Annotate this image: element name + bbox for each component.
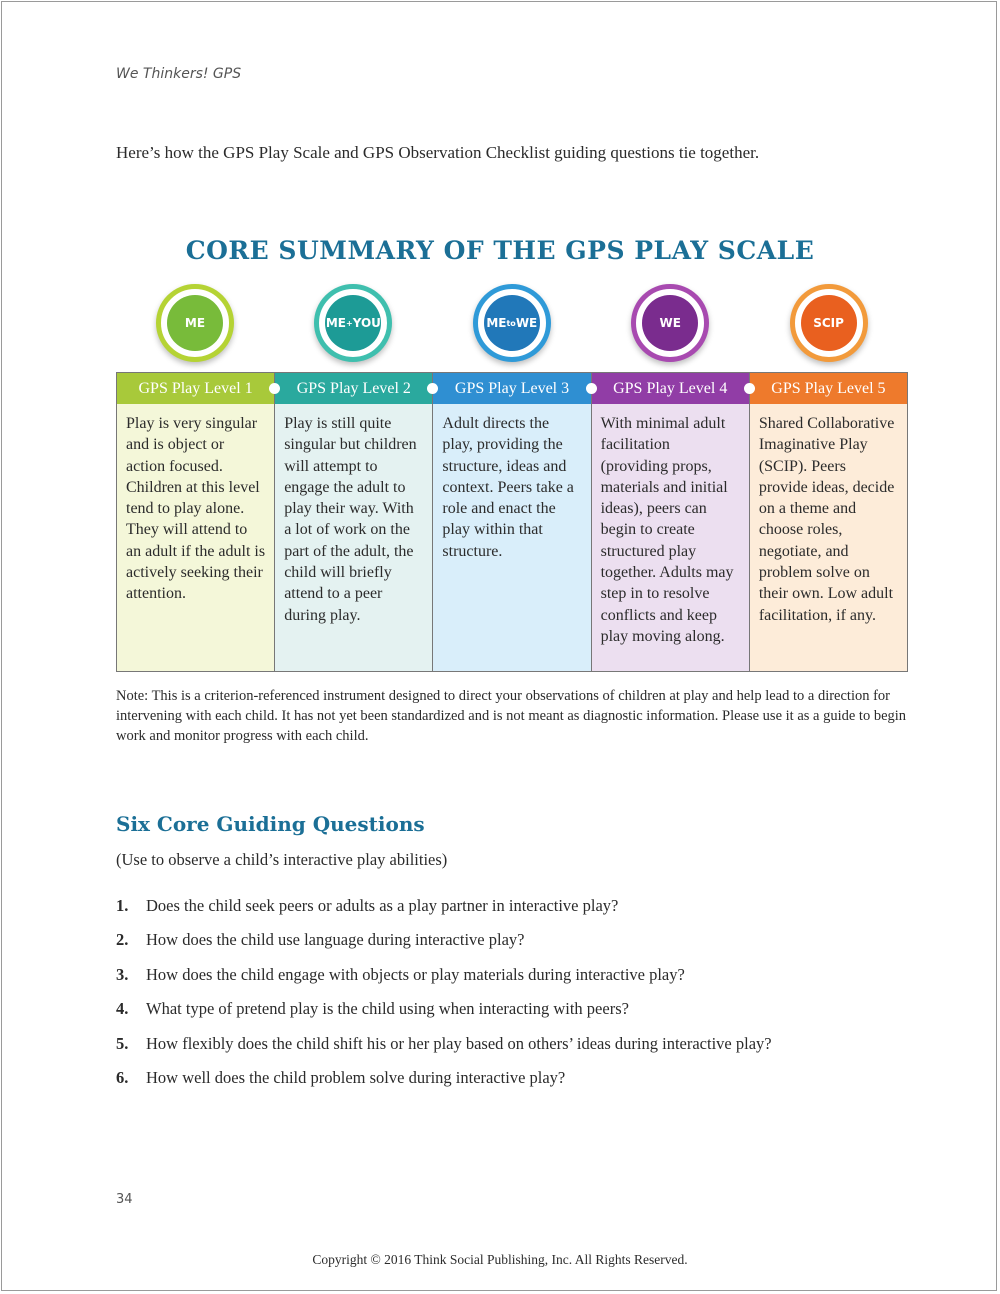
question-number: 4. bbox=[116, 999, 129, 1019]
badge-label bbox=[642, 295, 698, 351]
question-text: How flexibly does the child shift his or her play based on others’ ideas during interactive play? bbox=[146, 1033, 772, 1053]
question-number: 2. bbox=[116, 930, 129, 950]
badge-text: WE bbox=[515, 315, 538, 330]
core-summary-title: CORE SUMMARY OF THE GPS PLAY SCALE bbox=[185, 236, 815, 265]
level-column-1 bbox=[117, 373, 275, 671]
level-badges bbox=[116, 284, 908, 370]
level-header: GPS Play Level 1 bbox=[117, 373, 274, 404]
list-item bbox=[116, 999, 772, 1033]
level-description: Play is very singular and is object or action focused. Children at this level tend to play alone. They will attend to an adult if the adult is actively seeking their attention. bbox=[126, 415, 266, 603]
level-header: GPS Play Level 4 bbox=[592, 373, 749, 404]
level-badge-1 bbox=[116, 284, 274, 362]
badge-ring bbox=[314, 284, 392, 362]
list-item bbox=[116, 930, 772, 964]
level-column-3 bbox=[433, 373, 591, 671]
running-head: We Thinkers! GPS bbox=[116, 66, 242, 82]
badge-ring bbox=[790, 284, 868, 362]
intro-text: Here’s how the GPS Play Scale and GPS Observation Checklist guiding questions tie together. bbox=[116, 143, 760, 162]
level-header: GPS Play Level 2 bbox=[275, 373, 432, 404]
page-number: 34 bbox=[116, 1192, 133, 1207]
section-subtitle: (Use to observe a child’s interactive play abilities) bbox=[116, 850, 448, 869]
section-title: Six Core Guiding Questions bbox=[116, 812, 425, 836]
level-column-5 bbox=[750, 373, 907, 671]
question-number: 6. bbox=[116, 1067, 129, 1087]
level-badge-5 bbox=[750, 284, 908, 362]
note-text: Note: This is a criterion-referenced instrument designed to direct your observations of children at play and help lead to a direction for intervening with each child. It has not yet been standardized and is not meant as diagnostic information. Please use it as a guide to begin work and monitor progress with each child. bbox=[116, 688, 907, 744]
level-badge-4 bbox=[591, 284, 749, 362]
play-scale-table bbox=[116, 372, 908, 672]
question-number: 1. bbox=[116, 896, 129, 915]
question-text: How does the child use language during interactive play? bbox=[146, 930, 525, 950]
badge-label bbox=[167, 295, 223, 351]
badge-text: SCIP bbox=[813, 315, 844, 330]
badge-text: ME bbox=[325, 315, 346, 330]
copyright: Copyright © 2016 Think Social Publishing, Inc. All Rights Reserved. bbox=[312, 1252, 688, 1267]
badge-text: ME bbox=[184, 315, 206, 330]
list-item bbox=[116, 1034, 772, 1068]
level-description: With minimal adult facilitation (providing props, materials and initial ideas), peers can begin to create structured play together. Adults may step in to resolve conflicts and keep play moving along. bbox=[600, 415, 734, 645]
question-number: 3. bbox=[116, 964, 129, 984]
question-number: 5. bbox=[116, 1033, 129, 1053]
level-description: Shared Collaborative Imaginative Play (SCIP). Peers provide ideas, decide on a theme and choose roles, negotiate, and problem solve on their own. Low adult facilitation, if any. bbox=[758, 415, 895, 624]
badge-text: WE bbox=[659, 315, 681, 330]
badge-text: YOU bbox=[352, 315, 381, 330]
guiding-questions-list bbox=[116, 896, 772, 1102]
question-text: How does the child engage with objects or play materials during interactive play? bbox=[146, 964, 685, 984]
level-description: Adult directs the play, providing the structure, ideas and context. Peers take a role and enact the play within that structure. bbox=[442, 415, 574, 560]
level-column-4 bbox=[592, 373, 750, 671]
badge-ring bbox=[473, 284, 551, 362]
badge-text: to bbox=[506, 318, 516, 328]
connector-dot bbox=[586, 383, 597, 394]
badge-label bbox=[801, 295, 857, 351]
level-header: GPS Play Level 3 bbox=[433, 373, 590, 404]
badge-ring bbox=[156, 284, 234, 362]
badge-label bbox=[484, 295, 540, 351]
level-column-2 bbox=[275, 373, 433, 671]
badge-label bbox=[325, 295, 381, 351]
level-badge-3 bbox=[433, 284, 591, 362]
badge-text: ME bbox=[486, 315, 507, 330]
level-description: Play is still quite singular but children will attempt to engage the adult to play their way. With a lot of work on the part of the adult, the child will briefly attend to a peer during play. bbox=[284, 415, 417, 624]
list-item bbox=[116, 896, 772, 930]
connector-dot bbox=[744, 383, 755, 394]
list-item bbox=[116, 1068, 772, 1102]
level-badge-2 bbox=[274, 284, 432, 362]
badge-text: + bbox=[346, 318, 353, 328]
question-text: Does the child seek peers or adults as a play partner in interactive play? bbox=[146, 896, 619, 915]
question-text: How well does the child problem solve during interactive play? bbox=[146, 1067, 566, 1087]
level-header: GPS Play Level 5 bbox=[750, 373, 907, 404]
question-text: What type of pretend play is the child using when interacting with peers? bbox=[146, 999, 629, 1019]
list-item bbox=[116, 965, 772, 999]
badge-ring bbox=[631, 284, 709, 362]
